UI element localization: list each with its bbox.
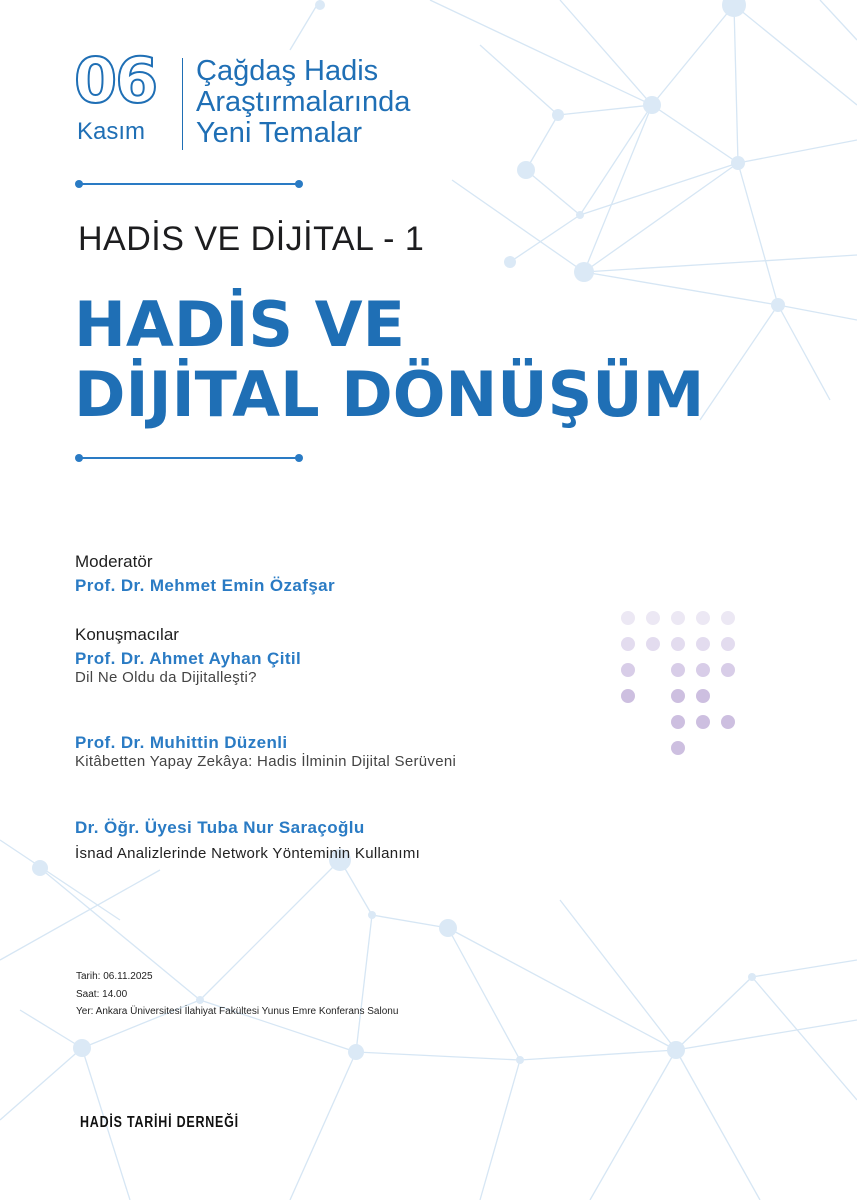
decorative-dot	[671, 741, 685, 755]
speaker-name: Prof. Dr. Muhittin Düzenli	[75, 733, 288, 752]
decorative-dot	[696, 689, 710, 703]
decorative-dot	[621, 611, 635, 625]
decorative-dot	[671, 689, 685, 703]
organizer-logo: HADİS TARİHİ DERNEĞİ	[80, 1114, 239, 1131]
decorative-dot	[646, 611, 660, 625]
decorative-dot	[621, 637, 635, 651]
decorative-dot	[721, 715, 735, 729]
speaker-name: Dr. Öğr. Üyesi Tuba Nur Saraçoğlu	[75, 818, 365, 837]
speakers-label: Konuşmacılar	[75, 625, 179, 644]
event-day: 06	[74, 44, 157, 117]
decorative-dot	[696, 715, 710, 729]
decorative-dot	[671, 611, 685, 625]
decorative-dot	[621, 663, 635, 677]
event-month: Kasım	[77, 118, 146, 145]
talk-title: Kitâbetten Yapay Zekâya: Hadis İlminin Dijital Serüveni	[75, 753, 457, 770]
decorative-dot	[721, 611, 735, 625]
decorative-dot	[646, 637, 660, 651]
event-time: Saat: 14.00	[76, 989, 128, 1000]
conference-title-line: Çağdaş Hadis	[196, 55, 379, 87]
decorative-dot	[696, 637, 710, 651]
conference-title	[196, 56, 410, 149]
decorative-dot	[671, 663, 685, 677]
decorative-dot	[671, 637, 685, 651]
network-nodes	[32, 0, 785, 1064]
speaker-name: Prof. Dr. Ahmet Ayhan Çitil	[75, 649, 302, 668]
event-date: Tarih: 06.11.2025	[76, 971, 153, 982]
talk-title: Dil Ne Oldu da Dijitalleşti?	[75, 669, 257, 686]
moderator-name: Prof. Dr. Mehmet Emin Özafşar	[75, 576, 336, 595]
session-title-line: DİJİTAL DÖNÜŞÜM	[74, 358, 705, 431]
decorative-dot	[696, 663, 710, 677]
decorative-dot	[671, 715, 685, 729]
session-series: HADİS VE DİJİTAL - 1	[78, 220, 425, 258]
decorative-dot	[621, 689, 635, 703]
session-title	[74, 290, 704, 430]
decorative-dot	[696, 611, 710, 625]
talk-title: İsnad Analizlerinde Network Yönteminin Kullanımı	[75, 845, 421, 862]
session-title-line: HADİS VE	[74, 288, 405, 361]
conference-title-line: Yeni Temalar	[196, 117, 363, 149]
decorative-dot	[721, 663, 735, 677]
top-divider	[78, 183, 300, 185]
header-divider	[182, 58, 183, 150]
decorative-dot	[721, 637, 735, 651]
bottom-divider	[78, 457, 300, 459]
moderator-label: Moderatör	[75, 552, 153, 571]
conference-title-line: Araştırmalarında	[196, 86, 411, 118]
event-place: Yer: Ankara Üniversitesi İlahiyat Fakültesi Yunus Emre Konferans Salonu	[76, 1006, 399, 1017]
